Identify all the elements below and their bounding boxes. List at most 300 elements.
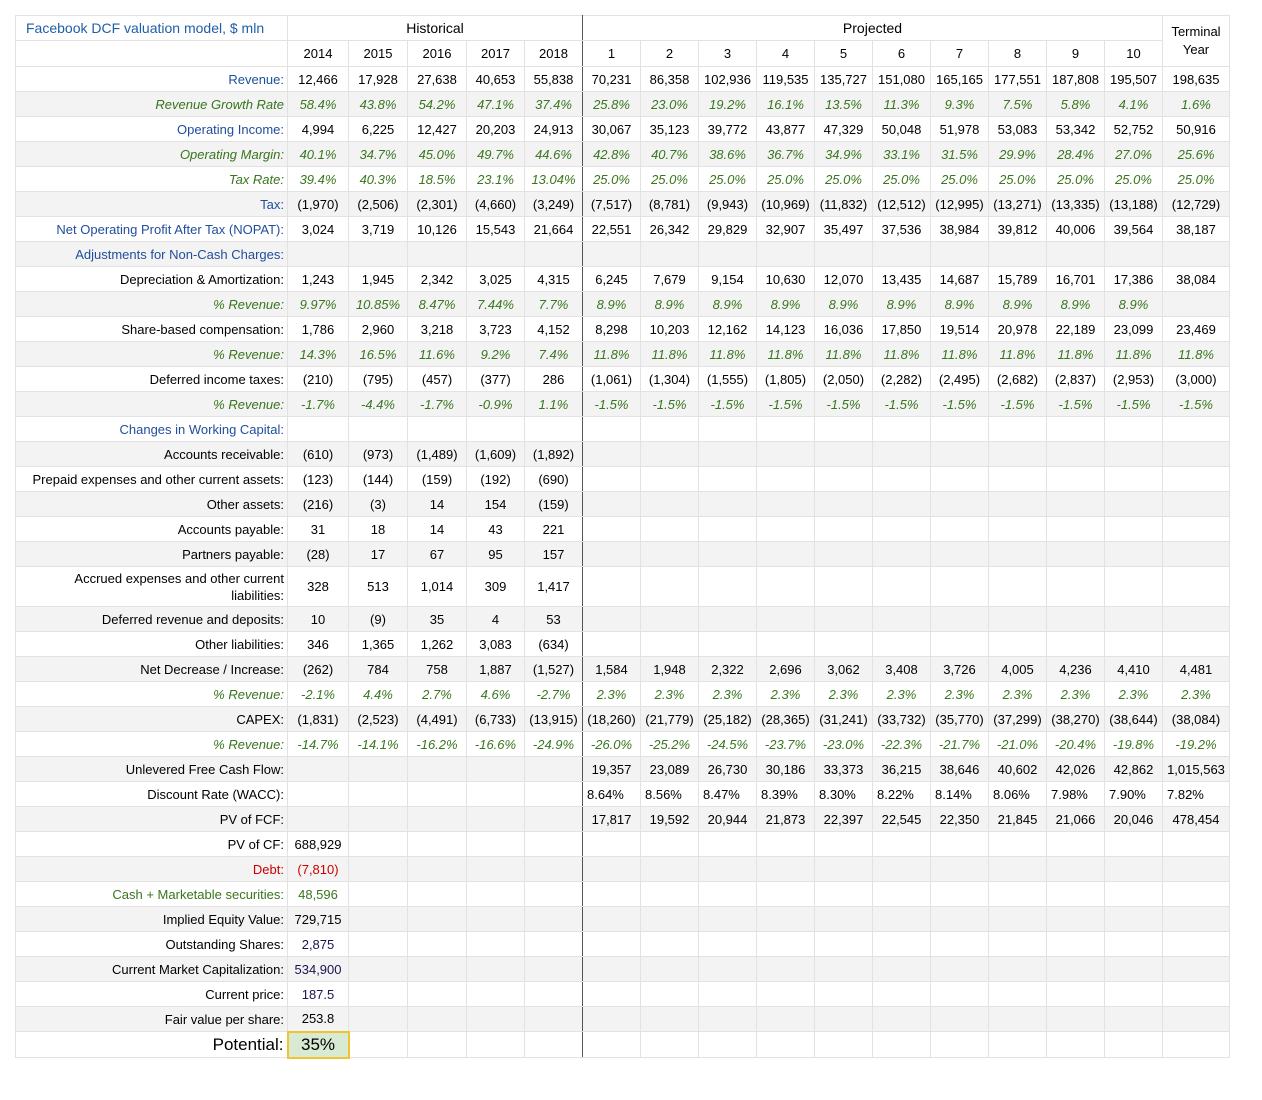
cell-proj-10[interactable]: 2.3% (1105, 682, 1163, 707)
empty-cell[interactable] (873, 982, 931, 1007)
cell-proj-7[interactable] (931, 442, 989, 467)
cell-proj-8[interactable]: 21,845 (989, 807, 1047, 832)
cell-proj-6[interactable] (873, 607, 931, 632)
cell-proj-10[interactable]: 4,410 (1105, 657, 1163, 682)
cell-proj-1[interactable] (583, 517, 641, 542)
cell-terminal[interactable]: 38,187 (1163, 217, 1230, 242)
cell-proj-10[interactable]: -19.8% (1105, 732, 1163, 757)
cell-proj-4[interactable] (757, 492, 815, 517)
empty-cell[interactable] (467, 932, 525, 957)
empty-cell[interactable] (1047, 982, 1105, 1007)
cell-proj-5[interactable] (815, 492, 873, 517)
summary-value[interactable]: 534,900 (288, 957, 349, 982)
cell-proj-2[interactable] (641, 517, 699, 542)
cell-terminal[interactable] (1163, 517, 1230, 542)
cell-hist-2015[interactable]: 10.85% (349, 292, 408, 317)
cell-proj-3[interactable]: 38.6% (699, 142, 757, 167)
cell-proj-5[interactable]: 3,062 (815, 657, 873, 682)
empty-cell[interactable] (1105, 882, 1163, 907)
cell-hist-2016[interactable] (408, 807, 467, 832)
cell-proj-7[interactable]: 14,687 (931, 267, 989, 292)
cell-proj-8[interactable]: 40,602 (989, 757, 1047, 782)
empty-cell[interactable] (873, 1007, 931, 1032)
empty-cell[interactable] (1105, 932, 1163, 957)
cell-proj-2[interactable]: 11.8% (641, 342, 699, 367)
empty-cell[interactable] (989, 1007, 1047, 1032)
cell-proj-8[interactable] (989, 632, 1047, 657)
cell-proj-6[interactable]: (33,732) (873, 707, 931, 732)
summary-label[interactable]: PV of CF: (16, 832, 288, 857)
projected-year-header-3[interactable]: 3 (699, 41, 757, 67)
cell-hist-2016[interactable]: 2,342 (408, 267, 467, 292)
cell-hist-2014[interactable]: 31 (288, 517, 349, 542)
cell-proj-2[interactable]: -1.5% (641, 392, 699, 417)
cell-hist-2018[interactable]: 221 (525, 517, 583, 542)
empty-cell[interactable] (757, 857, 815, 882)
cell-hist-2017[interactable]: 154 (467, 492, 525, 517)
empty-cell[interactable] (525, 832, 583, 857)
cell-terminal[interactable]: (12,729) (1163, 192, 1230, 217)
cell-hist-2018[interactable]: (634) (525, 632, 583, 657)
cell-proj-1[interactable]: 25.8% (583, 92, 641, 117)
empty-cell[interactable] (467, 857, 525, 882)
cell-proj-8[interactable]: 15,789 (989, 267, 1047, 292)
cell-hist-2018[interactable]: 7.7% (525, 292, 583, 317)
empty-cell[interactable] (641, 932, 699, 957)
cell-proj-5[interactable] (815, 442, 873, 467)
empty-cell[interactable] (873, 932, 931, 957)
empty-cell[interactable] (815, 1007, 873, 1032)
cell-proj-1[interactable]: 25.0% (583, 167, 641, 192)
cell-proj-8[interactable]: 11.8% (989, 342, 1047, 367)
cell-hist-2016[interactable]: (2,301) (408, 192, 467, 217)
row-label[interactable]: Net Decrease / Increase: (16, 657, 288, 682)
cell-proj-1[interactable] (583, 492, 641, 517)
cell-proj-2[interactable] (641, 632, 699, 657)
cell-proj-10[interactable] (1105, 492, 1163, 517)
cell-terminal[interactable] (1163, 242, 1230, 267)
empty-cell[interactable] (641, 907, 699, 932)
empty-cell[interactable] (1047, 882, 1105, 907)
cell-proj-6[interactable]: 8.9% (873, 292, 931, 317)
cell-proj-10[interactable] (1105, 632, 1163, 657)
cell-proj-10[interactable] (1105, 517, 1163, 542)
empty-cell[interactable] (989, 1032, 1047, 1058)
empty-cell[interactable] (989, 907, 1047, 932)
cell-proj-5[interactable]: 8.9% (815, 292, 873, 317)
cell-proj-2[interactable]: 23,089 (641, 757, 699, 782)
cell-terminal[interactable]: 23,469 (1163, 317, 1230, 342)
cell-proj-5[interactable]: 11.8% (815, 342, 873, 367)
empty-cell[interactable] (1163, 982, 1230, 1007)
cell-proj-10[interactable]: 195,507 (1105, 67, 1163, 92)
cell-hist-2018[interactable]: (1,892) (525, 442, 583, 467)
empty-cell[interactable] (583, 982, 641, 1007)
cell-terminal[interactable]: 50,916 (1163, 117, 1230, 142)
cell-hist-2016[interactable]: 10,126 (408, 217, 467, 242)
empty-cell[interactable] (1047, 832, 1105, 857)
year-header-2014[interactable]: 2014 (288, 41, 349, 67)
cell-proj-10[interactable]: (13,188) (1105, 192, 1163, 217)
cell-proj-7[interactable] (931, 542, 989, 567)
cell-proj-3[interactable]: (9,943) (699, 192, 757, 217)
empty-cell[interactable] (1163, 1007, 1230, 1032)
cell-hist-2015[interactable]: 3,719 (349, 217, 408, 242)
cell-proj-2[interactable]: (21,779) (641, 707, 699, 732)
empty-cell[interactable] (583, 957, 641, 982)
cell-hist-2017[interactable] (467, 242, 525, 267)
empty-cell[interactable] (699, 1032, 757, 1058)
row-label[interactable]: % Revenue: (16, 732, 288, 757)
empty-cell[interactable] (525, 932, 583, 957)
empty-cell[interactable] (815, 1032, 873, 1058)
empty-cell[interactable] (931, 1032, 989, 1058)
summary-label[interactable]: Fair value per share: (16, 1007, 288, 1032)
empty-cell[interactable] (408, 932, 467, 957)
cell-proj-5[interactable]: 47,329 (815, 117, 873, 142)
cell-hist-2015[interactable]: 40.3% (349, 167, 408, 192)
empty-cell[interactable] (1105, 1032, 1163, 1058)
empty-cell[interactable] (989, 857, 1047, 882)
cell-terminal[interactable] (1163, 632, 1230, 657)
cell-proj-2[interactable]: 8.56% (641, 782, 699, 807)
cell-proj-8[interactable] (989, 567, 1047, 607)
cell-proj-4[interactable]: 30,186 (757, 757, 815, 782)
cell-proj-6[interactable]: 36,215 (873, 757, 931, 782)
cell-proj-6[interactable]: 11.3% (873, 92, 931, 117)
empty-cell[interactable] (815, 882, 873, 907)
empty-cell[interactable] (583, 857, 641, 882)
cell-proj-5[interactable]: (2,050) (815, 367, 873, 392)
cell-hist-2014[interactable]: 4,994 (288, 117, 349, 142)
cell-proj-9[interactable]: 22,189 (1047, 317, 1105, 342)
empty-cell[interactable] (757, 957, 815, 982)
empty-cell[interactable] (408, 832, 467, 857)
cell-hist-2017[interactable]: 49.7% (467, 142, 525, 167)
cell-proj-10[interactable]: 8.9% (1105, 292, 1163, 317)
cell-proj-7[interactable]: -21.7% (931, 732, 989, 757)
cell-hist-2016[interactable]: 45.0% (408, 142, 467, 167)
empty-cell[interactable] (699, 1007, 757, 1032)
cell-proj-1[interactable]: -1.5% (583, 392, 641, 417)
empty-cell[interactable] (873, 907, 931, 932)
cell-hist-2018[interactable]: 286 (525, 367, 583, 392)
cell-proj-8[interactable]: -1.5% (989, 392, 1047, 417)
empty-cell[interactable] (757, 932, 815, 957)
cell-proj-1[interactable]: 22,551 (583, 217, 641, 242)
cell-proj-4[interactable]: 36.7% (757, 142, 815, 167)
empty-cell[interactable] (1105, 982, 1163, 1007)
cell-proj-9[interactable]: 25.0% (1047, 167, 1105, 192)
cell-proj-2[interactable] (641, 607, 699, 632)
cell-proj-5[interactable] (815, 242, 873, 267)
cell-proj-4[interactable]: 10,630 (757, 267, 815, 292)
cell-proj-8[interactable]: 25.0% (989, 167, 1047, 192)
cell-hist-2015[interactable]: -14.1% (349, 732, 408, 757)
cell-proj-10[interactable]: 23,099 (1105, 317, 1163, 342)
cell-terminal[interactable]: 11.8% (1163, 342, 1230, 367)
empty-cell[interactable] (641, 982, 699, 1007)
summary-value[interactable]: 2,875 (288, 932, 349, 957)
cell-proj-8[interactable]: 53,083 (989, 117, 1047, 142)
empty-cell[interactable] (1047, 857, 1105, 882)
cell-proj-2[interactable] (641, 467, 699, 492)
cell-hist-2018[interactable]: 7.4% (525, 342, 583, 367)
empty-cell[interactable] (1163, 907, 1230, 932)
cell-hist-2017[interactable]: 9.2% (467, 342, 525, 367)
cell-proj-9[interactable]: 28.4% (1047, 142, 1105, 167)
cell-proj-1[interactable] (583, 242, 641, 267)
cell-proj-2[interactable] (641, 242, 699, 267)
cell-hist-2015[interactable]: 18 (349, 517, 408, 542)
cell-proj-1[interactable]: 42.8% (583, 142, 641, 167)
cell-proj-3[interactable]: 39,772 (699, 117, 757, 142)
cell-hist-2018[interactable] (525, 782, 583, 807)
cell-proj-3[interactable]: 19.2% (699, 92, 757, 117)
cell-proj-10[interactable]: 25.0% (1105, 167, 1163, 192)
cell-proj-5[interactable] (815, 417, 873, 442)
empty-cell[interactable] (873, 832, 931, 857)
cell-proj-6[interactable]: 151,080 (873, 67, 931, 92)
empty-cell[interactable] (641, 857, 699, 882)
cell-proj-7[interactable] (931, 242, 989, 267)
cell-hist-2014[interactable]: (123) (288, 467, 349, 492)
cell-hist-2017[interactable] (467, 417, 525, 442)
empty-cell[interactable] (931, 1007, 989, 1032)
cell-proj-4[interactable]: 43,877 (757, 117, 815, 142)
cell-proj-5[interactable]: 13.5% (815, 92, 873, 117)
cell-hist-2015[interactable] (349, 807, 408, 832)
empty-cell[interactable] (408, 907, 467, 932)
cell-terminal[interactable]: 2.3% (1163, 682, 1230, 707)
row-label[interactable]: Accounts payable: (16, 517, 288, 542)
cell-proj-2[interactable]: 7,679 (641, 267, 699, 292)
empty-cell[interactable] (641, 1032, 699, 1058)
empty-cell[interactable] (1163, 857, 1230, 882)
potential-label[interactable]: Potential: (16, 1032, 288, 1058)
header-spacer[interactable] (16, 41, 288, 67)
cell-terminal[interactable] (1163, 567, 1230, 607)
projected-year-header-1[interactable]: 1 (583, 41, 641, 67)
cell-terminal[interactable]: 38,084 (1163, 267, 1230, 292)
empty-cell[interactable] (467, 907, 525, 932)
cell-proj-6[interactable] (873, 542, 931, 567)
empty-cell[interactable] (349, 1007, 408, 1032)
cell-proj-8[interactable]: 4,005 (989, 657, 1047, 682)
cell-hist-2016[interactable]: 18.5% (408, 167, 467, 192)
empty-cell[interactable] (931, 932, 989, 957)
projected-year-header-2[interactable]: 2 (641, 41, 699, 67)
cell-proj-9[interactable]: 187,808 (1047, 67, 1105, 92)
cell-hist-2017[interactable]: 43 (467, 517, 525, 542)
cell-proj-3[interactable]: 9,154 (699, 267, 757, 292)
cell-hist-2017[interactable] (467, 807, 525, 832)
cell-hist-2016[interactable] (408, 782, 467, 807)
cell-proj-2[interactable]: 1,948 (641, 657, 699, 682)
cell-proj-1[interactable] (583, 607, 641, 632)
cell-hist-2014[interactable]: 12,466 (288, 67, 349, 92)
cell-proj-7[interactable] (931, 467, 989, 492)
cell-proj-8[interactable]: 8.06% (989, 782, 1047, 807)
cell-proj-4[interactable]: 2.3% (757, 682, 815, 707)
cell-proj-3[interactable] (699, 442, 757, 467)
cell-hist-2017[interactable]: -0.9% (467, 392, 525, 417)
cell-hist-2014[interactable]: (28) (288, 542, 349, 567)
cell-proj-9[interactable] (1047, 632, 1105, 657)
cell-hist-2015[interactable]: 513 (349, 567, 408, 607)
cell-proj-7[interactable]: 11.8% (931, 342, 989, 367)
cell-proj-9[interactable] (1047, 467, 1105, 492)
cell-proj-1[interactable]: 8.9% (583, 292, 641, 317)
row-label[interactable]: Deferred revenue and deposits: (16, 607, 288, 632)
cell-terminal[interactable] (1163, 292, 1230, 317)
cell-proj-9[interactable]: 8.9% (1047, 292, 1105, 317)
cell-proj-9[interactable]: 21,066 (1047, 807, 1105, 832)
cell-proj-3[interactable]: 12,162 (699, 317, 757, 342)
cell-proj-10[interactable]: 7.90% (1105, 782, 1163, 807)
cell-hist-2015[interactable] (349, 242, 408, 267)
cell-proj-1[interactable]: 17,817 (583, 807, 641, 832)
cell-proj-7[interactable]: (35,770) (931, 707, 989, 732)
cell-proj-1[interactable] (583, 542, 641, 567)
cell-proj-6[interactable]: 13,435 (873, 267, 931, 292)
cell-proj-5[interactable]: (31,241) (815, 707, 873, 732)
cell-proj-9[interactable]: 11.8% (1047, 342, 1105, 367)
cell-terminal[interactable] (1163, 492, 1230, 517)
cell-proj-2[interactable]: 23.0% (641, 92, 699, 117)
cell-proj-8[interactable]: 39,812 (989, 217, 1047, 242)
cell-hist-2016[interactable]: 12,427 (408, 117, 467, 142)
summary-value[interactable]: 187.5 (288, 982, 349, 1007)
cell-hist-2017[interactable] (467, 782, 525, 807)
row-label[interactable]: Other assets: (16, 492, 288, 517)
cell-hist-2018[interactable]: (3,249) (525, 192, 583, 217)
cell-proj-10[interactable] (1105, 607, 1163, 632)
cell-hist-2017[interactable]: (6,733) (467, 707, 525, 732)
cell-proj-3[interactable]: 8.9% (699, 292, 757, 317)
cell-hist-2014[interactable]: 1,786 (288, 317, 349, 342)
cell-proj-1[interactable]: 70,231 (583, 67, 641, 92)
cell-proj-2[interactable]: 8.9% (641, 292, 699, 317)
cell-proj-7[interactable]: (2,495) (931, 367, 989, 392)
year-header-2018[interactable]: 2018 (525, 41, 583, 67)
cell-proj-1[interactable]: (18,260) (583, 707, 641, 732)
cell-terminal[interactable]: 4,481 (1163, 657, 1230, 682)
cell-proj-7[interactable]: 22,350 (931, 807, 989, 832)
cell-proj-6[interactable]: 8.22% (873, 782, 931, 807)
empty-cell[interactable] (757, 1007, 815, 1032)
empty-cell[interactable] (815, 957, 873, 982)
cell-hist-2015[interactable]: (973) (349, 442, 408, 467)
cell-proj-2[interactable]: (8,781) (641, 192, 699, 217)
empty-cell[interactable] (408, 857, 467, 882)
cell-proj-8[interactable]: -21.0% (989, 732, 1047, 757)
cell-hist-2018[interactable]: -24.9% (525, 732, 583, 757)
cell-hist-2016[interactable] (408, 242, 467, 267)
cell-proj-8[interactable]: (37,299) (989, 707, 1047, 732)
cell-proj-9[interactable] (1047, 417, 1105, 442)
cell-hist-2014[interactable]: -2.1% (288, 682, 349, 707)
cell-proj-2[interactable] (641, 442, 699, 467)
projected-year-header-5[interactable]: 5 (815, 41, 873, 67)
cell-hist-2017[interactable]: 40,653 (467, 67, 525, 92)
cell-proj-2[interactable]: -25.2% (641, 732, 699, 757)
empty-cell[interactable] (1047, 907, 1105, 932)
cell-proj-10[interactable] (1105, 467, 1163, 492)
cell-hist-2018[interactable] (525, 807, 583, 832)
empty-cell[interactable] (699, 857, 757, 882)
cell-proj-8[interactable] (989, 607, 1047, 632)
cell-proj-8[interactable] (989, 242, 1047, 267)
cell-hist-2014[interactable]: 346 (288, 632, 349, 657)
cell-proj-4[interactable]: 32,907 (757, 217, 815, 242)
cell-proj-6[interactable]: 3,408 (873, 657, 931, 682)
row-label[interactable]: Accrued expenses and other current liabilities: (16, 567, 288, 607)
cell-proj-7[interactable]: 19,514 (931, 317, 989, 342)
cell-proj-9[interactable] (1047, 492, 1105, 517)
cell-proj-1[interactable] (583, 632, 641, 657)
cell-proj-3[interactable]: 20,944 (699, 807, 757, 832)
cell-proj-4[interactable] (757, 442, 815, 467)
cell-proj-2[interactable]: 35,123 (641, 117, 699, 142)
cell-hist-2017[interactable]: 4.6% (467, 682, 525, 707)
cell-hist-2018[interactable]: (13,915) (525, 707, 583, 732)
empty-cell[interactable] (349, 882, 408, 907)
cell-proj-6[interactable]: -22.3% (873, 732, 931, 757)
empty-cell[interactable] (349, 957, 408, 982)
year-header-2015[interactable]: 2015 (349, 41, 408, 67)
cell-proj-9[interactable]: 53,342 (1047, 117, 1105, 142)
row-label[interactable]: Other liabilities: (16, 632, 288, 657)
cell-proj-10[interactable]: 20,046 (1105, 807, 1163, 832)
cell-proj-9[interactable] (1047, 442, 1105, 467)
empty-cell[interactable] (583, 932, 641, 957)
cell-hist-2017[interactable]: 4 (467, 607, 525, 632)
cell-proj-9[interactable]: 40,006 (1047, 217, 1105, 242)
cell-proj-5[interactable] (815, 607, 873, 632)
cell-proj-6[interactable]: 11.8% (873, 342, 931, 367)
cell-proj-3[interactable]: 29,829 (699, 217, 757, 242)
cell-hist-2015[interactable]: (795) (349, 367, 408, 392)
cell-proj-10[interactable]: (38,644) (1105, 707, 1163, 732)
cell-proj-3[interactable]: (25,182) (699, 707, 757, 732)
cell-hist-2014[interactable]: (262) (288, 657, 349, 682)
model-title[interactable]: Facebook DCF valuation model, $ mln (16, 16, 288, 41)
cell-proj-7[interactable] (931, 517, 989, 542)
cell-proj-6[interactable]: (12,512) (873, 192, 931, 217)
cell-terminal[interactable]: (3,000) (1163, 367, 1230, 392)
cell-proj-2[interactable] (641, 492, 699, 517)
cell-terminal[interactable] (1163, 607, 1230, 632)
cell-proj-10[interactable]: (2,953) (1105, 367, 1163, 392)
cell-proj-4[interactable]: -1.5% (757, 392, 815, 417)
cell-hist-2018[interactable] (525, 242, 583, 267)
empty-cell[interactable] (1105, 957, 1163, 982)
cell-proj-7[interactable]: 31.5% (931, 142, 989, 167)
cell-proj-5[interactable]: 135,727 (815, 67, 873, 92)
cell-hist-2018[interactable]: 44.6% (525, 142, 583, 167)
cell-proj-9[interactable]: 42,026 (1047, 757, 1105, 782)
year-header-2017[interactable]: 2017 (467, 41, 525, 67)
cell-proj-5[interactable] (815, 467, 873, 492)
cell-hist-2015[interactable]: 43.8% (349, 92, 408, 117)
cell-hist-2017[interactable]: (192) (467, 467, 525, 492)
empty-cell[interactable] (873, 857, 931, 882)
row-label[interactable]: Changes in Working Capital: (16, 417, 288, 442)
empty-cell[interactable] (931, 907, 989, 932)
cell-hist-2015[interactable]: 17,928 (349, 67, 408, 92)
cell-hist-2016[interactable]: 14 (408, 492, 467, 517)
